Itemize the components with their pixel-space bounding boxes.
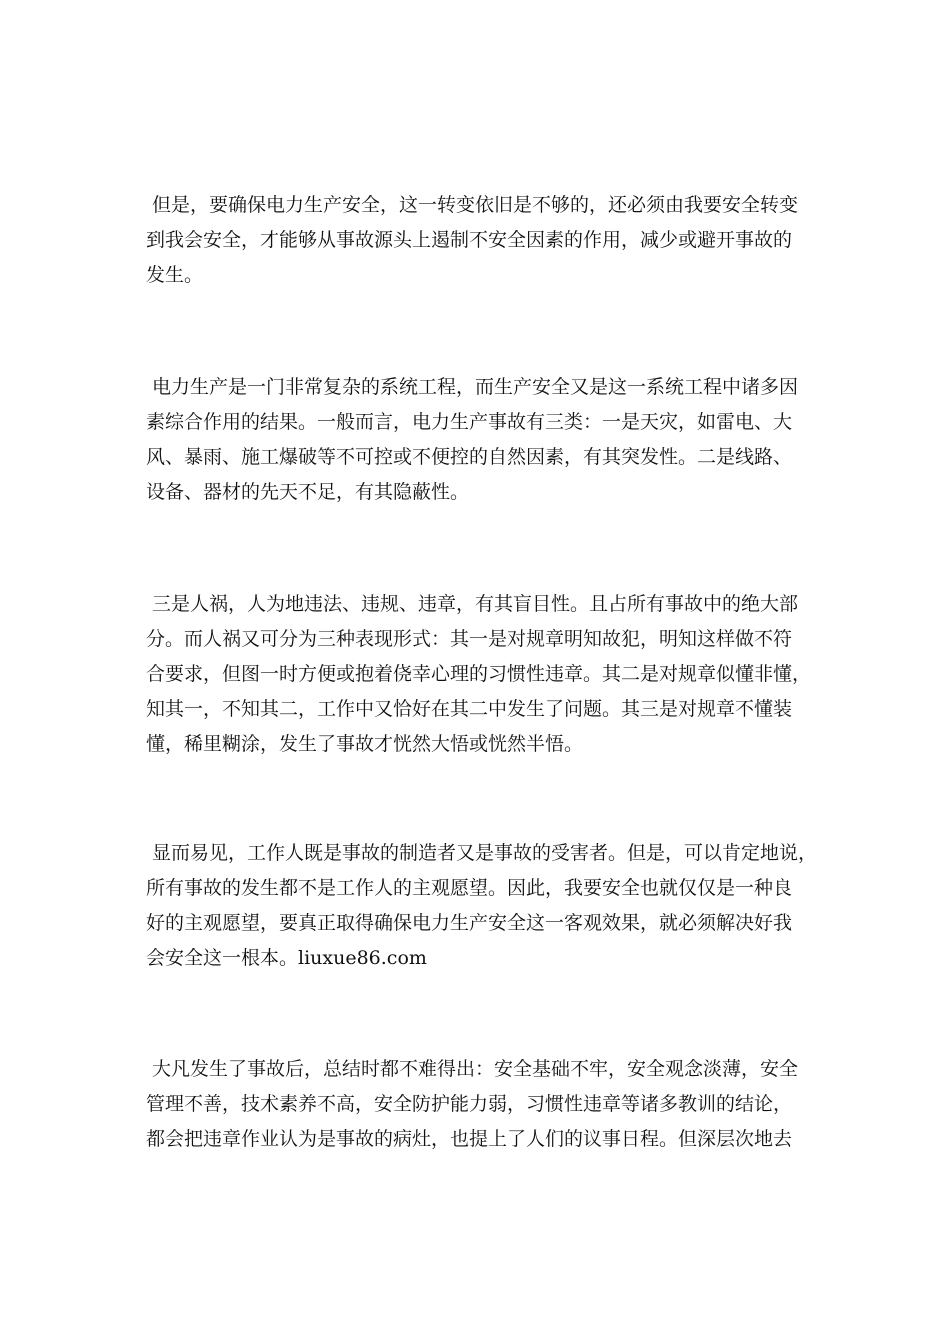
paragraph-line: 大凡发生了事故后，总结时都不难得出：安全基础不牢，安全观念淡薄，安全 — [152, 1058, 799, 1080]
paragraph-line: 分。而人祸又可分为三种表现形式：其一是对规章明知故犯，明知这样做不符 — [146, 628, 793, 650]
paragraph-line: 懂，稀里糊涂，发生了事故才恍然大悟或恍然半悟。 — [146, 733, 584, 755]
paragraph-2 — [146, 370, 826, 510]
paragraph-line: 风、暴雨、施工爆破等不可控或不便控的自然因素，有其突发性。二是线路、 — [146, 446, 793, 468]
paragraph-line: 所有事故的发生都不是工作人的主观愿望。因此，我要安全也就仅仅是一种良 — [146, 877, 793, 899]
paragraph-line: 都会把违章作业认为是事故的病灶，也提上了人们的议事日程。但深层次地去 — [146, 1128, 793, 1150]
paragraph-line: 但是，要确保电力生产安全，这一转变依旧是不够的，还必须由我要安全转变 — [152, 194, 799, 216]
paragraph-line: 三是人祸，人为地违法、违规、违章，有其盲目性。且占所有事故中的绝大部 — [152, 593, 799, 615]
paragraph-line: 管理不善，技术素养不高，安全防护能力弱，习惯性违章等诸多教训的结论， — [146, 1093, 793, 1115]
paragraph-5 — [146, 1052, 826, 1157]
paragraph-1 — [146, 188, 826, 293]
paragraph-line: 设备、器材的先天不足，有其隐蔽性。 — [146, 481, 470, 503]
paragraph-3 — [146, 587, 826, 762]
paragraph-line: 好的主观愿望，要真正取得确保电力生产安全这一客观效果，就必须解决好我 — [146, 912, 793, 934]
paragraph-line: 显而易见，工作人既是事故的制造者又是事故的受害者。但是，可以肯定地说， — [152, 842, 818, 864]
paragraph-line: 会安全这一根本。liuxue86.com — [146, 947, 427, 969]
paragraph-line: 发生。 — [146, 264, 204, 286]
paragraph-line: 电力生产是一门非常复杂的系统工程，而生产安全又是这一系统工程中诸多因 — [152, 376, 799, 398]
paragraph-line: 知其一，不知其二，工作中又恰好在其二中发生了问题。其三是对规章不懂装 — [146, 698, 793, 720]
paragraph-line: 素综合作用的结果。一般而言，电力生产事故有三类：一是天灾，如雷电、大 — [146, 411, 793, 433]
paragraph-line: 合要求，但图一时方便或抱着侥幸心理的习惯性违章。其二是对规章似懂非懂， — [146, 663, 812, 685]
paragraph-4 — [146, 836, 826, 976]
paragraph-line: 到我会安全，才能够从事故源头上遏制不安全因素的作用，减少或避开事故的 — [146, 229, 793, 251]
